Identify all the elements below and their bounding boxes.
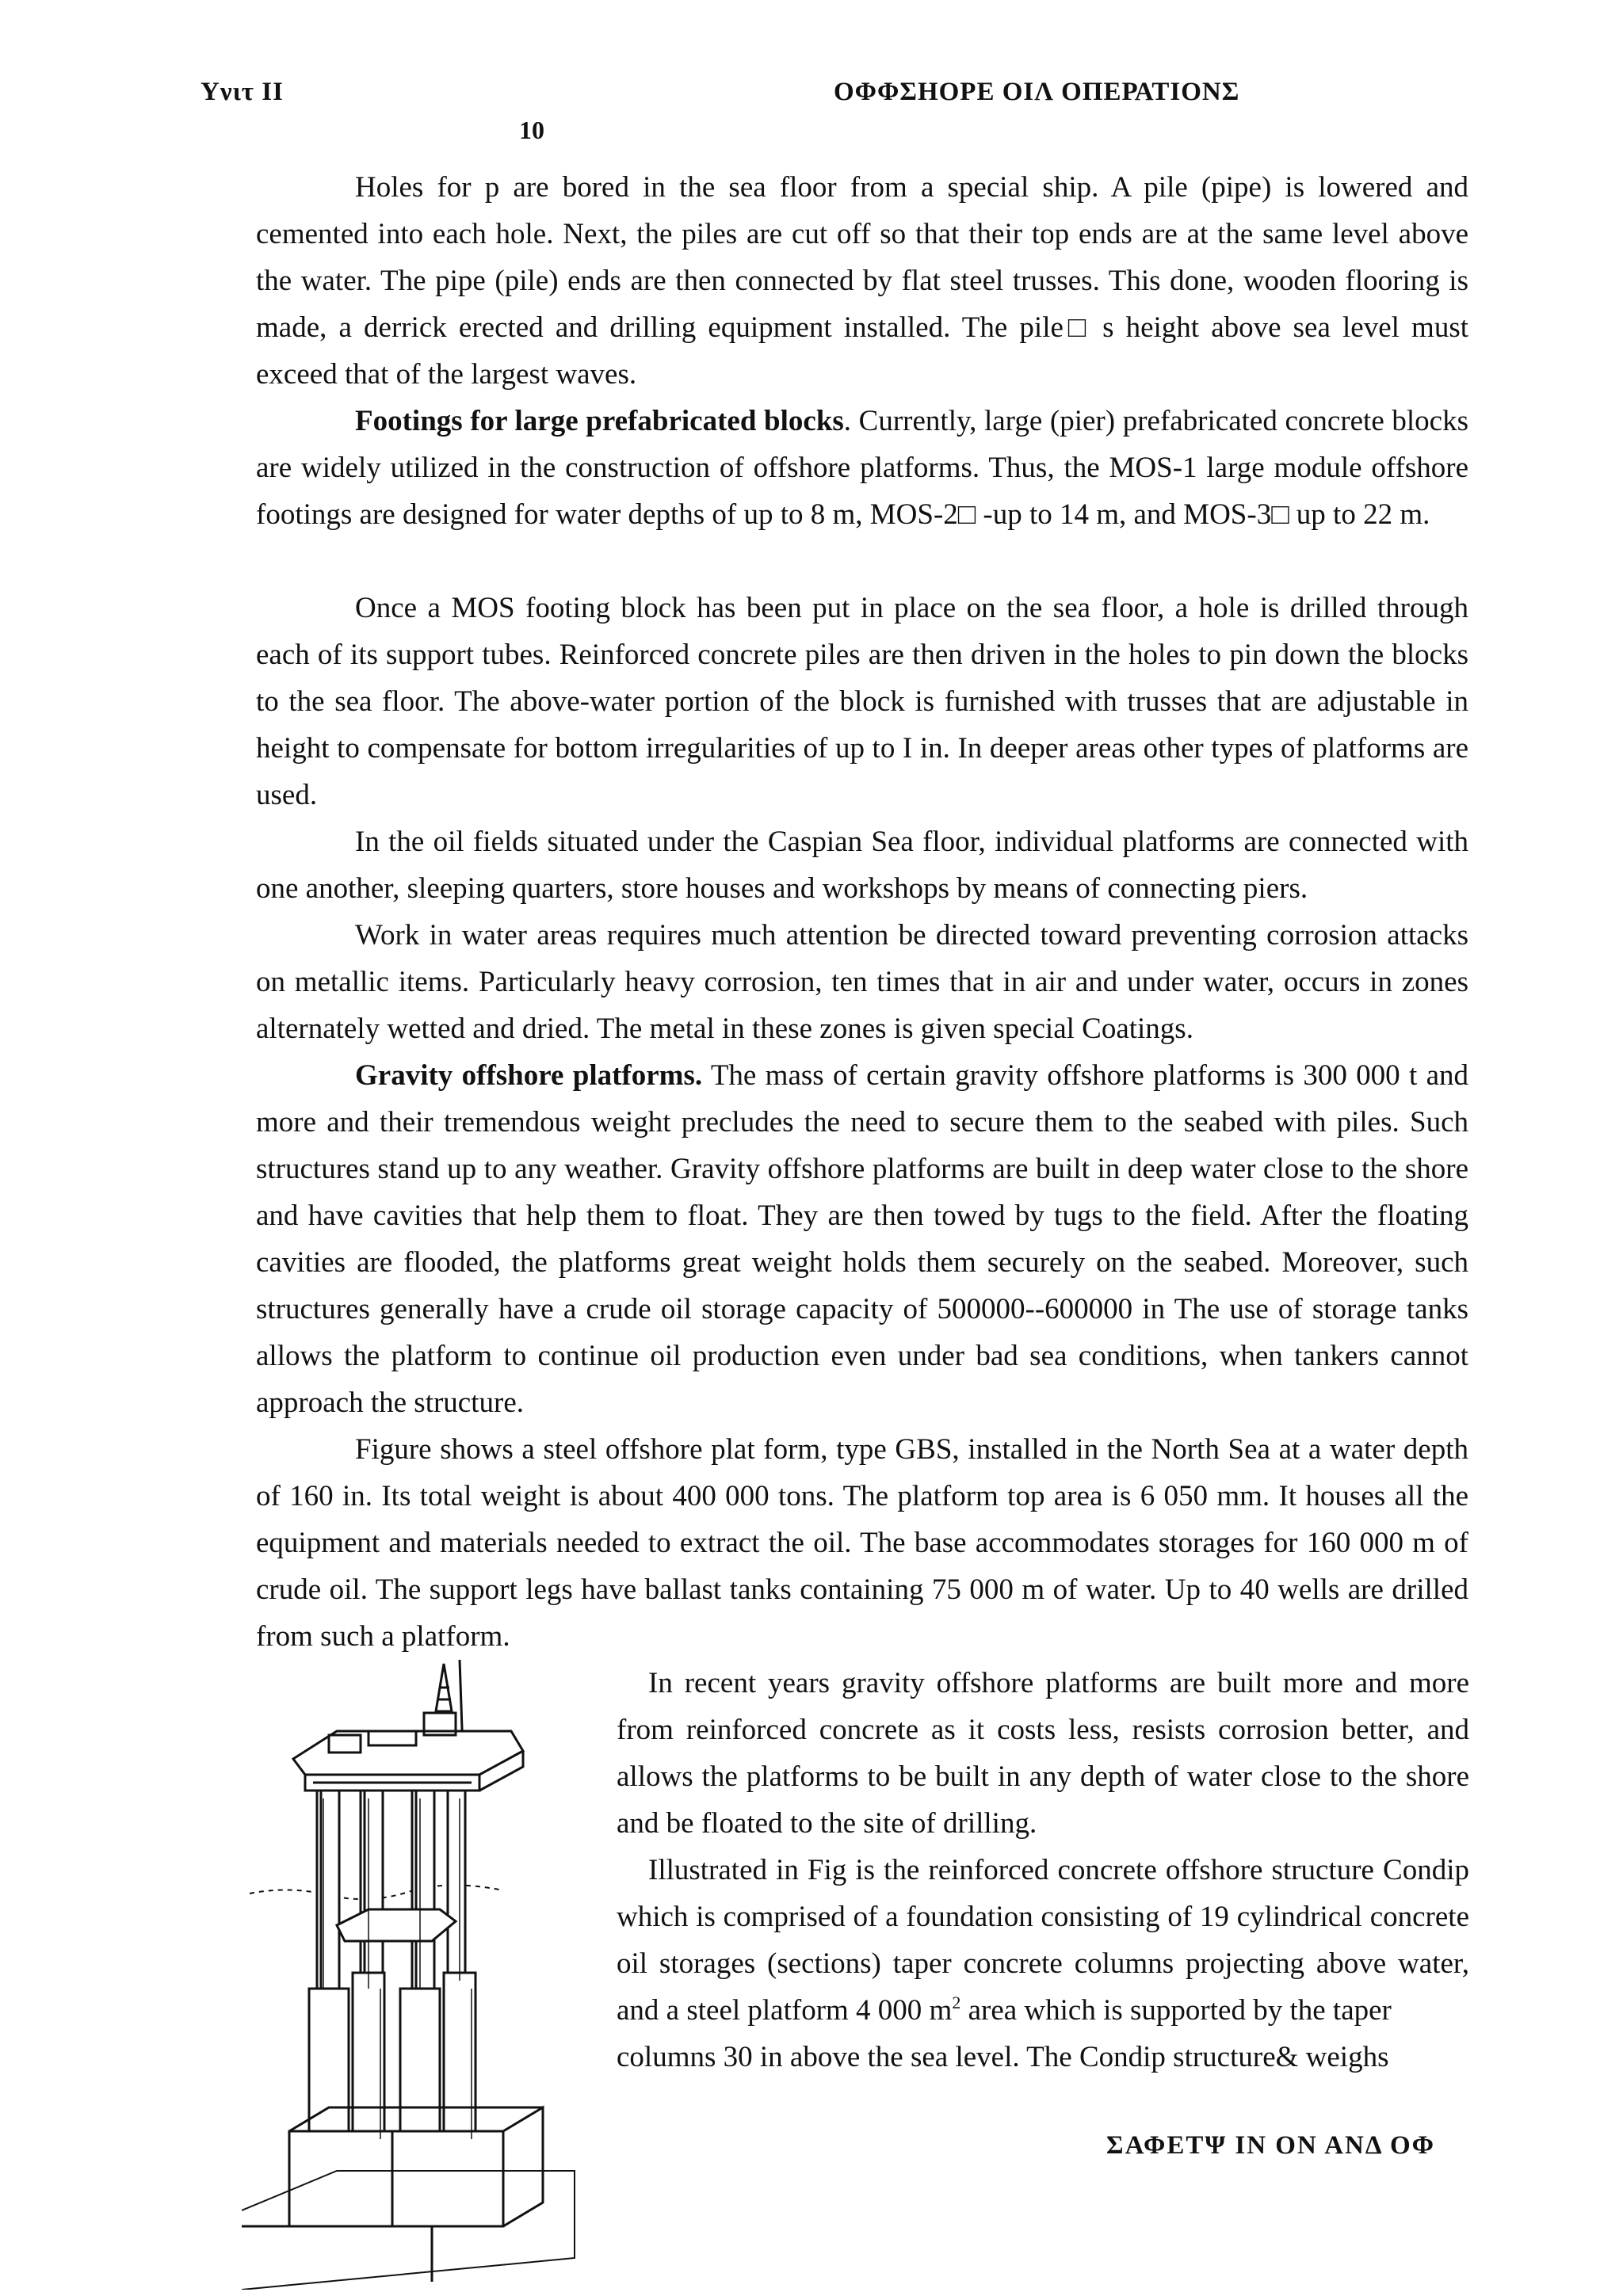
paragraph-5: Work in water areas requires much attention be directed toward preventing corrosion attacks on metallic items. Particularly heavy corrosion, ten times that in air and under water, occurs in zones alternately wetted and dried. The metal in these zones is given special Coatings. (256, 919, 1468, 1045)
paragraph-2: Footings for large prefabricated blocks. Currently, large (pier) prefabricated concrete blocks are widely utilized in the construction of offshore platforms. Thus, the MOS-1 large module offshore footings are designed for water depths of up to 8 m, MOS-2□ -up to 14 m, and MOS-3□ up to 22 m. (256, 405, 1469, 531)
page-number: 10 (519, 116, 544, 144)
side-paragraph-3: columns 30 in above the sea level. The Condip structure& weighs (617, 2041, 1389, 2073)
paragraph-1: Holes for p are bored in the sea floor from a special ship. A pile (pipe) is lowered and cemented into each hole. Next, the piles are cut off so that their top ends are at the same level above the water. The pipe (pile) ends are then connected by flat steel trusses. This done, wooden flooring is made, a derrick erected and drilling equipment installed. The pile□ s height above sea level must exceed that of the largest waves. (256, 171, 1468, 391)
paragraph-2-heading: Footings for large prefabricated blocks (355, 405, 844, 437)
paragraph-3: Once a MOS footing block has been put in place on the sea floor, a hole is drilled through each of its support tubes. Reinforced concrete piles are then driven in the holes to pin down the blocks to the sea floor. The above-water portion of the block is furnished with trusses that are adjustable in height to compensate for bottom irregularities of up to I in. In deeper areas other types of platforms are used. (256, 592, 1468, 811)
paragraph-6-heading: Gravity offshore platforms. (355, 1059, 703, 1092)
footer-text: ΣΑΦΕΤΨ ΙΝ ΟΝ ΑΝΔ ΟΦ (1106, 2131, 1436, 2160)
paragraph-7: Figure shows a steel offshore plat form, type GBS, installed in the North Sea at a water depth of 160 in. Its total weight is about 400 000 tons. The platform top area is 6 050 mm. It houses all the equipment and materials needed to extract the oil. The base accommodates storages for 160 000 m of crude oil. The support legs have ballast tanks containing 75 000 m of water. Up to 40 wells are drilled from such a platform. (256, 1433, 1468, 1653)
side-paragraph-2: Illustrated in Fig is the reinforced concrete offshore structure Condip which is comprised of a foundation consisting of 19 cylindrical concrete oil storages (sections) taper concrete columns projecting above water, and a steel platform 4 000 $m^2$ area which is supported by the taper (617, 1854, 1469, 2027)
offshore-platform-illustration (242, 1656, 582, 2290)
paragraph-6: Gravity offshore platforms. The mass of certain gravity offshore platforms is 300 000 t and more and their tremendous weight precludes the need to secure them to the seabed with piles. Such structures stand up to any weather. Gravity offshore platforms are built in deep water close to the shore and have cavities that help them to float. They are then towed by tugs to the field. After the floating cavities are flooded, the platforms great weight holds them securely on the seabed. Moreover, such structures generally have a crude oil storage capacity of 500000--600000 in The use of storage tanks allows the platform to continue oil production even under bad sea conditions, when tankers cannot approach the structure. (256, 1059, 1468, 1419)
header-title: ΟΦΦΣΗΟΡΕ ΟΙΛ ΟΠΕΡΑΤΙΟΝΣ (834, 78, 1240, 106)
side-paragraph-1: In recent years gravity offshore platforms are built more and more from reinforced concrete as it costs less, resists corrosion better, and allows the platforms to be built in any depth of water close to the shore and be floated to the site of drilling. (617, 1667, 1469, 1840)
paragraph-4: In the oil fields situated under the Caspian Sea floor, individual platforms are connected with one another, sleeping quarters, store houses and workshops by means of connecting piers. (256, 826, 1468, 905)
header-unit: Υνιτ ΙΙ (200, 78, 284, 106)
